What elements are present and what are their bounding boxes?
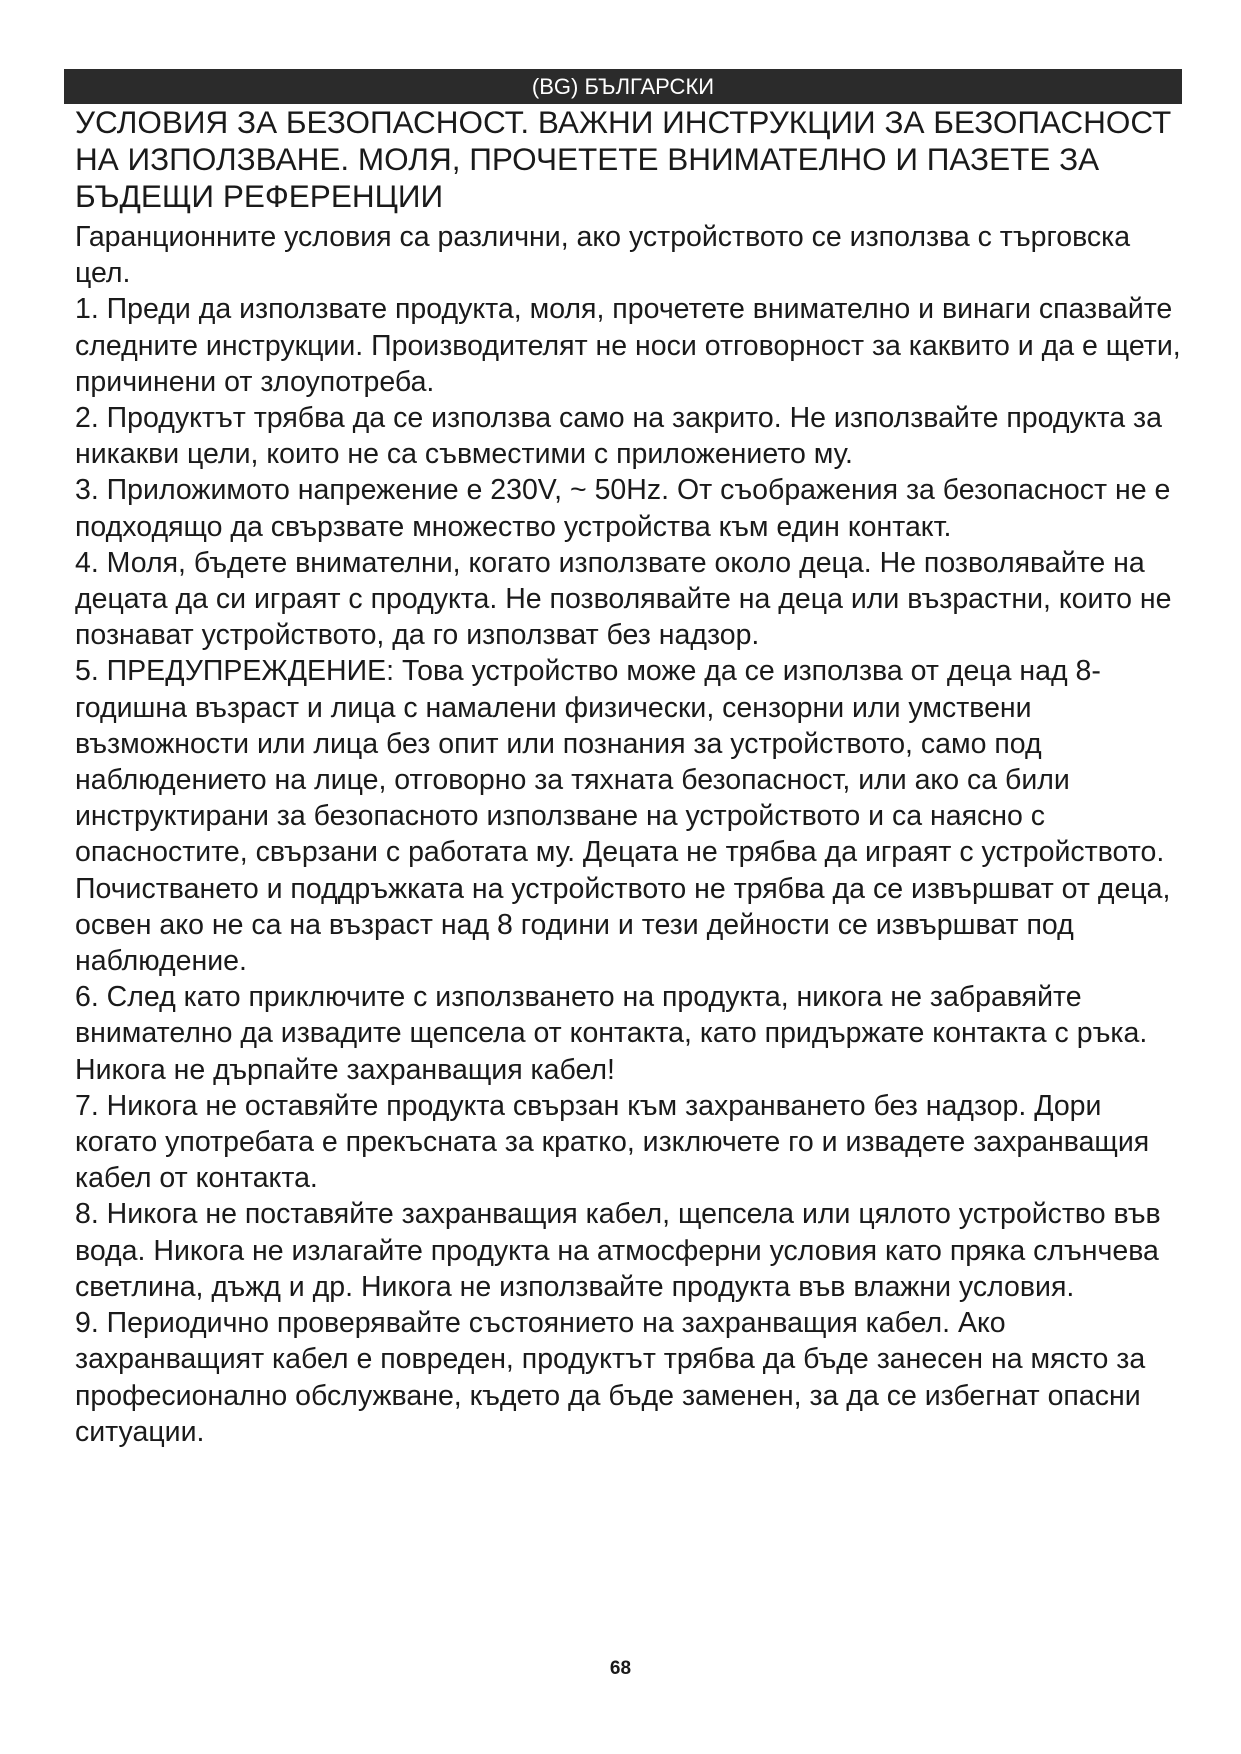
instruction-item: 4. Моля, бъдете внимателни, когато използвате около деца. Не позволявайте на децата да си играят с продукта. Не позволявайте на деца или възрастни, които не познават устройството, да го използват без надзор. bbox=[75, 546, 1172, 652]
instruction-item: 7. Никога не оставяйте продукта свързан към захранването без надзор. Дори когато употребата е прекъсната за кратко, изключете го и извадете захранващия кабел от контакта. bbox=[75, 1089, 1150, 1195]
instruction-item: 8. Никога не поставяйте захранващия кабел, щепсела или цялото устройство във вода. Никога не излагайте продукта на атмосферни условия като пряка слънчева светлина, дъжд и др. Никога не използвайте продукта във влажни условия. bbox=[75, 1198, 1161, 1303]
safety-instructions-body bbox=[75, 219, 1187, 1450]
language-header-bar: (BG) БЪЛГАРСКИ bbox=[64, 69, 1182, 104]
instruction-item: 9. Периодично проверявайте състоянието на захранващия кабел. Ако захранващият кабел е повреден, продуктът трябва да бъде занесен на място за професионално обслужване, където да бъде заменен, за да се избегнат опасни ситуации. bbox=[75, 1307, 1146, 1448]
instruction-item: 2. Продуктът трябва да се използва само на закрито. Не използвайте продукта за никакви цели, които не са съвместими с приложението му. bbox=[75, 402, 1162, 471]
instruction-item: 1. Преди да използвате продукта, моля, прочетете внимателно и винаги спазвайте следните инструкции. Производителят не носи отговорност за каквито и да е щети, причинени от злоупотреба. bbox=[75, 293, 1181, 398]
instruction-item: 6. След като приключите с използването на продукта, никога не забравяйте внимателно да извадите щепсела от контакта, като придържате контакта с ръка. Никога не дърпайте захранващия кабел! bbox=[75, 981, 1148, 1086]
intro-paragraph: Гаранционните условия са различни, ако устройството се използва с търговска цел. bbox=[75, 221, 1131, 290]
page-title: УСЛОВИЯ ЗА БЕЗОПАСНОСТ. ВАЖНИ ИНСТРУКЦИИ ЗА БЕЗОПАСНОСТ НА ИЗПОЛЗВАНЕ. МОЛЯ, ПРОЧЕТЕТЕ ВНИМАТЕЛНО И ПАЗЕТЕ ЗА БЪДЕЩИ РЕФЕРЕНЦИИ bbox=[75, 104, 1172, 214]
instruction-item: 3. Приложимото напрежение е 230V, ~ 50Hz. От съображения за безопасност не е подходящо да свързвате множество устройства към един контакт. bbox=[75, 474, 1171, 543]
instruction-item: 5. ПРЕДУПРЕЖДЕНИЕ: Това устройство може да се използва от деца над 8-годишна възраст и лица с намалени физически, сензорни или умствени възможности или лица без опит или познания за устройството, само под наблюдението на лице, отговорно за тяхната безопасност, или ако са били инструктирани за безопасното използване на устройството и са наясно с опасностите, свързани с работата му. Децата не трябва да играят с устройството. Почистването и поддръжката на устройството не трябва да се извършват от деца, освен ако не са на възраст над 8 години и тези дейности се извършват под наблюдение. bbox=[75, 655, 1171, 978]
page-number: 68 bbox=[609, 1658, 632, 1679]
